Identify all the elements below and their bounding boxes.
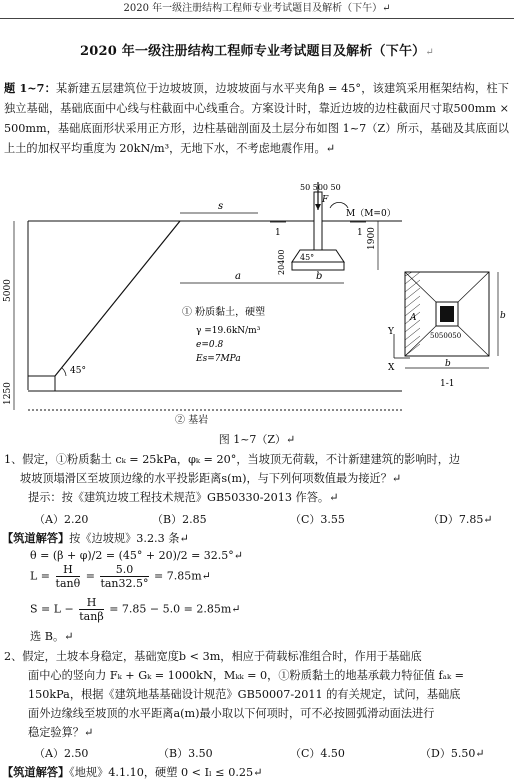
label-b: b bbox=[316, 271, 323, 282]
axis-X: X bbox=[388, 363, 395, 373]
page-title bbox=[0, 40, 514, 59]
dim-1250: 1250 bbox=[3, 382, 13, 405]
plan-label-b-bottom: b bbox=[445, 359, 451, 369]
eq-L-den2: tan32.5° bbox=[100, 577, 149, 590]
eq-S-lhs: S = L − bbox=[30, 602, 74, 616]
plan-label-b-right: b bbox=[500, 311, 506, 321]
figure-1-7 bbox=[0, 180, 514, 430]
label-F: F bbox=[322, 195, 329, 205]
q2-stem-2: 面中心的竖向力 Fₖ + Gₖ = 1000kN，Mₖₖ = 0，①粉质黏土的地基承载力特征值 fₐₖ = bbox=[28, 669, 464, 682]
q1-answer-text: 按《边坡规》3.2.3 条↵ bbox=[69, 532, 189, 545]
q1-stem-1: 1、假定，①粉质黏土 cₖ = 25kPa，φₖ = 20°，当坡顶无荷载，不计新建建筑的影响时，边 bbox=[4, 453, 461, 466]
section-mark-left: 1 bbox=[275, 228, 281, 238]
q1-option-A: （A）2.20 bbox=[34, 513, 89, 526]
dim-5000: 5000 bbox=[3, 279, 13, 302]
q2-answer bbox=[2, 763, 263, 782]
q2-option-C: （C）4.50 bbox=[290, 747, 345, 760]
q2-stem-1: 2、假定，土坡本身稳定，基础宽度b < 3m，相应于荷载标准组合时，作用于基础底 bbox=[4, 650, 422, 663]
eq-L-frac1 bbox=[56, 563, 81, 590]
q1-option-C: （C）3.55 bbox=[290, 513, 345, 526]
soil-gamma: γ =19.6kN/m³ bbox=[196, 326, 261, 336]
eq-S-num: H bbox=[79, 596, 103, 610]
q1-eq-theta: θ = (β + φ)/2 = (45° + 20)/2 = 32.5°↵ bbox=[30, 549, 244, 562]
soil-Es: Es=7MPa bbox=[196, 354, 241, 364]
q1-stem-2: 坡坡顶塌滑区至坡顶边缘的水平投影距离s(m)，与下列何项数值最为接近？↵ bbox=[20, 472, 402, 485]
dim-1900: 1900 bbox=[367, 227, 377, 250]
plan-column bbox=[440, 306, 454, 322]
q1-option-B: （B）2.85 bbox=[152, 513, 207, 526]
intro-paragraph bbox=[4, 78, 509, 159]
q1-eq-S bbox=[30, 596, 240, 623]
label-s: s bbox=[218, 201, 224, 212]
title-text: 2020 年一级注册结构工程师专业考试题目及解析（下午） bbox=[80, 44, 426, 59]
q2-answer-text: 《地规》4.1.10，硬塑 0 < Iₗ ≤ 0.25↵ bbox=[69, 766, 263, 779]
q1-choice: 选 B。↵ bbox=[30, 630, 74, 643]
q2-stem-3: 150kPa，根据《建筑地基基础设计规范》GB50007-2011 的有关规定，试问，基础底 bbox=[28, 688, 461, 701]
eq-L-lhs: L = bbox=[30, 569, 51, 583]
intro-label: 题 1~7： bbox=[4, 81, 56, 95]
axis-Y: Y bbox=[388, 327, 394, 337]
eq-S-frac bbox=[79, 596, 103, 623]
q2-stem-5: 稳定验算？↵ bbox=[28, 726, 94, 739]
slope-face bbox=[55, 221, 180, 376]
q2-answer-label: 【筑道解答】 bbox=[2, 765, 70, 779]
eq-S-result: = 7.85 − 5.0 = 2.85m↵ bbox=[109, 602, 241, 616]
plan-caption: 1-1 bbox=[440, 379, 455, 389]
eq-L-num1: H bbox=[56, 563, 81, 577]
eq-L-eq: = bbox=[85, 569, 95, 583]
eq-L-frac2 bbox=[100, 563, 148, 590]
angle-45b-label: 45° bbox=[300, 253, 315, 262]
plan-dims: 5050050 bbox=[430, 332, 462, 340]
soil-2-label: ② 基岩 bbox=[175, 415, 209, 426]
label-a: a bbox=[235, 271, 241, 282]
q2-stem-4: 面外边缘线至坡顶的水平距离a(m)最小取以下何项时，可不必按圆弧滑动面法进行 bbox=[28, 707, 435, 720]
return-mark: ↵ bbox=[425, 47, 434, 58]
angle-45-label: 45° bbox=[70, 366, 86, 376]
eq-L-result: = 7.85m↵ bbox=[154, 569, 211, 583]
label-M: M（M=0） bbox=[346, 209, 396, 219]
soil-1-label: ① 粉质黏土，硬塑 bbox=[182, 307, 266, 318]
figure-caption: 图 1~7（Z）↵ bbox=[218, 433, 296, 446]
plan-label-A: A bbox=[410, 313, 417, 323]
q2-option-A: （A）2.50 bbox=[34, 747, 89, 760]
q1-answer-label: 【筑道解答】 bbox=[2, 531, 70, 545]
soil-e: e=0.8 bbox=[196, 340, 224, 350]
dim-2040: 20400 bbox=[277, 249, 286, 275]
footing-base bbox=[292, 262, 344, 270]
eq-L-den1: tanθ bbox=[55, 577, 81, 590]
q1-hint: 提示：按《建筑边坡工程技术规范》GB50330-2013 作答。↵ bbox=[28, 491, 339, 504]
section-mark-right: 1 bbox=[357, 228, 363, 238]
eq-L-num2: 5.0 bbox=[100, 563, 148, 577]
intro-text: 某新建五层建筑位于边坡坡顶，边坡坡面与水平夹角β = 45°，该建筑采用框架结构，柱下独立基础，基础底面中心线与柱截面中心线重合。方案设计时，靠近边坡的边柱截面尺寸取500mm × 500mm，基础底面形状采用正方形，边柱基础剖面及土层分布如图 1~7（Z）所示，基础及其底面以上土的加权平均重度为 20kN/m³，无地下水，不考虑地震作用。↵ bbox=[4, 82, 509, 155]
q2-option-B: （B）3.50 bbox=[158, 747, 213, 760]
dim-top: 50 500 50 bbox=[300, 183, 341, 192]
q1-answer bbox=[2, 529, 189, 548]
q2-option-D: （D）5.50↵ bbox=[420, 747, 485, 760]
eq-S-den: tanβ bbox=[79, 610, 104, 623]
page-header: 2020 年一级注册结构工程师专业考试题目及解析（下午）↵ bbox=[0, 0, 514, 19]
q1-eq-L bbox=[30, 563, 211, 590]
q1-option-D: （D）7.85↵ bbox=[428, 513, 493, 526]
